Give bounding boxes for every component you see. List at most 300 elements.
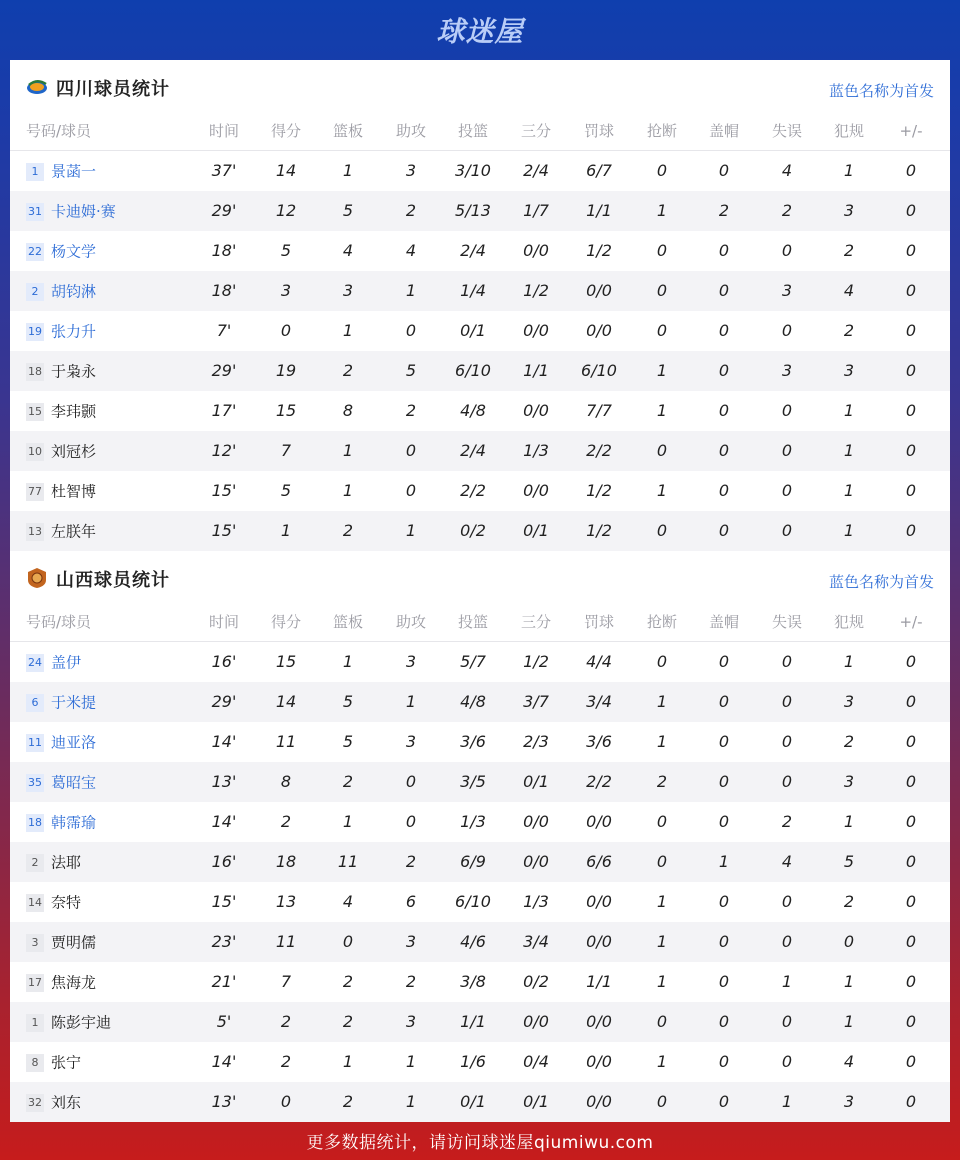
- sichuan-team-logo-icon: [26, 76, 48, 98]
- stat-minutes: 14': [211, 812, 237, 831]
- stat-blocks: 0: [718, 361, 730, 380]
- stat-fouls: 3: [843, 361, 855, 380]
- stat-minutes: 37': [211, 161, 237, 180]
- stat-steals: 1: [656, 972, 668, 991]
- player-cell: [26, 682, 196, 722]
- stat-blocks: 0: [718, 932, 730, 951]
- stat-fouls: 1: [843, 481, 855, 500]
- stat-blocks: 0: [718, 812, 730, 831]
- player-row[interactable]: [10, 471, 950, 511]
- stat-blocks: 1: [718, 852, 730, 871]
- stat-rebounds: 11: [337, 852, 359, 871]
- player-name-link[interactable]: 于米提: [51, 693, 97, 712]
- jersey-number-badge: 13: [26, 523, 44, 541]
- stat-points: 3: [280, 281, 292, 300]
- stat-field-goals: 2/4: [460, 241, 486, 260]
- stat-plus-minus: 0: [905, 241, 917, 260]
- player-name-link[interactable]: 左朕年: [51, 522, 97, 541]
- player-name-link[interactable]: 胡钧淋: [51, 282, 97, 301]
- stat-assists: 3: [405, 161, 417, 180]
- stat-free-throws: 3/4: [586, 692, 612, 711]
- player-name-link[interactable]: 韩霈瑜: [51, 813, 97, 832]
- stat-assists: 3: [405, 932, 417, 951]
- stat-points: 2: [280, 1052, 292, 1071]
- stat-turnovers: 0: [781, 692, 793, 711]
- stat-field-goals: 1/1: [460, 1012, 486, 1031]
- stat-plus-minus: 0: [905, 732, 917, 751]
- stat-fouls: 2: [843, 892, 855, 911]
- stat-minutes: 13': [211, 1092, 237, 1111]
- stat-free-throws: 0/0: [586, 892, 612, 911]
- column-header-turnovers: 失误: [771, 613, 802, 631]
- stat-field-goals: 1/4: [460, 281, 486, 300]
- stat-blocks: 0: [718, 652, 730, 671]
- player-cell: [26, 882, 196, 922]
- team-title: 四川球员统计: [56, 79, 170, 100]
- stat-turnovers: 0: [781, 732, 793, 751]
- player-name-link[interactable]: 陈彭宇迪: [51, 1013, 112, 1032]
- stat-rebounds: 2: [342, 361, 354, 380]
- stat-minutes: 7': [216, 321, 232, 340]
- stat-assists: 1: [405, 692, 417, 711]
- stat-blocks: 0: [718, 241, 730, 260]
- stat-field-goals: 3/10: [455, 161, 491, 180]
- stat-turnovers: 4: [781, 161, 793, 180]
- player-cell: [26, 1002, 196, 1042]
- stat-steals: 1: [656, 401, 668, 420]
- stat-blocks: 0: [718, 521, 730, 540]
- player-row[interactable]: [10, 802, 950, 842]
- section-header: [10, 60, 950, 118]
- stat-turnovers: 1: [781, 1092, 793, 1111]
- stat-free-throws: 1/2: [586, 481, 612, 500]
- stat-blocks: 0: [718, 1052, 730, 1071]
- stat-rebounds: 2: [342, 1012, 354, 1031]
- stat-steals: 1: [656, 892, 668, 911]
- footer-link-text[interactable]: 更多数据统计，请访问球迷屋qiumiwu.com: [306, 1133, 654, 1153]
- stat-three-pointers: 0/0: [523, 481, 549, 500]
- stat-turnovers: 0: [781, 892, 793, 911]
- stat-three-pointers: 0/0: [523, 401, 549, 420]
- stat-field-goals: 2/2: [460, 481, 486, 500]
- stat-three-pointers: 3/7: [523, 692, 549, 711]
- stat-free-throws: 0/0: [586, 1012, 612, 1031]
- player-row[interactable]: [10, 231, 950, 271]
- stat-minutes: 16': [211, 652, 237, 671]
- column-header-rebounds: 篮板: [332, 122, 363, 140]
- stat-three-pointers: 0/1: [523, 521, 549, 540]
- stat-free-throws: 2/2: [586, 772, 612, 791]
- stat-blocks: 0: [718, 401, 730, 420]
- stat-fouls: 1: [843, 1012, 855, 1031]
- player-cell: [26, 351, 196, 391]
- player-cell: [26, 1042, 196, 1082]
- player-cell: [26, 842, 196, 882]
- player-name-link[interactable]: 贾明儒: [51, 933, 97, 952]
- stat-minutes: 18': [211, 241, 237, 260]
- player-cell: [26, 391, 196, 431]
- player-row[interactable]: [10, 922, 950, 962]
- stat-plus-minus: 0: [905, 932, 917, 951]
- stat-points: 14: [275, 692, 297, 711]
- player-cell: [26, 962, 196, 1002]
- player-name-link[interactable]: 盖伊: [51, 653, 82, 672]
- stat-free-throws: 6/6: [586, 852, 612, 871]
- player-row[interactable]: [10, 271, 950, 311]
- player-name-link[interactable]: 焦海龙: [51, 973, 97, 992]
- stat-three-pointers: 0/4: [523, 1052, 549, 1071]
- stat-plus-minus: 0: [905, 441, 917, 460]
- stat-three-pointers: 1/1: [523, 361, 549, 380]
- jersey-number-badge: 24: [26, 654, 44, 672]
- column-header-points: 得分: [270, 613, 301, 631]
- stat-turnovers: 0: [781, 521, 793, 540]
- stat-steals: 0: [656, 521, 668, 540]
- jersey-number-badge: 3: [26, 934, 44, 952]
- stat-rebounds: 4: [342, 241, 354, 260]
- stat-assists: 1: [405, 281, 417, 300]
- stat-assists: 0: [405, 481, 417, 500]
- starter-legend-note: 蓝色名称为首发: [828, 573, 934, 591]
- stat-turnovers: 0: [781, 652, 793, 671]
- column-header-minutes: 时间: [208, 613, 239, 631]
- jersey-number-badge: 77: [26, 483, 44, 501]
- stat-rebounds: 2: [342, 772, 354, 791]
- stat-assists: 1: [405, 1052, 417, 1071]
- stat-fouls: 2: [843, 732, 855, 751]
- player-row[interactable]: [10, 511, 950, 551]
- stat-steals: 1: [656, 932, 668, 951]
- stat-three-pointers: 1/7: [523, 201, 549, 220]
- player-row[interactable]: [10, 191, 950, 231]
- player-row[interactable]: [10, 642, 950, 682]
- stat-assists: 1: [405, 521, 417, 540]
- stat-rebounds: 1: [342, 652, 354, 671]
- player-cell: [26, 922, 196, 962]
- stat-blocks: 0: [718, 1012, 730, 1031]
- stat-free-throws: 2/2: [586, 441, 612, 460]
- stat-free-throws: 6/7: [586, 161, 612, 180]
- stat-plus-minus: 0: [905, 401, 917, 420]
- stat-rebounds: 2: [342, 1092, 354, 1111]
- stat-three-pointers: 2/4: [523, 161, 549, 180]
- stat-rebounds: 1: [342, 321, 354, 340]
- stat-field-goals: 6/10: [455, 361, 491, 380]
- jersey-number-badge: 14: [26, 894, 44, 912]
- player-row[interactable]: [10, 431, 950, 471]
- player-row[interactable]: [10, 351, 950, 391]
- stat-three-pointers: 1/3: [523, 441, 549, 460]
- player-row[interactable]: [10, 1042, 950, 1082]
- stat-free-throws: 1/2: [586, 241, 612, 260]
- stats-table: [10, 118, 950, 551]
- player-row[interactable]: [10, 151, 950, 191]
- stat-fouls: 4: [843, 1052, 855, 1071]
- stat-steals: 1: [656, 481, 668, 500]
- stat-plus-minus: 0: [905, 281, 917, 300]
- stat-steals: 0: [656, 852, 668, 871]
- stat-plus-minus: 0: [905, 161, 917, 180]
- stat-turnovers: 0: [781, 772, 793, 791]
- team-section-shanxi: [10, 551, 950, 1122]
- stat-points: 12: [275, 201, 297, 220]
- player-cell: [26, 151, 196, 191]
- player-name-link[interactable]: 景菡一: [51, 162, 97, 181]
- player-name-link[interactable]: 杜智博: [51, 482, 97, 501]
- stat-points: 11: [275, 732, 297, 751]
- stat-minutes: 29': [211, 692, 237, 711]
- stat-blocks: 2: [718, 201, 730, 220]
- stat-free-throws: 0/0: [586, 1092, 612, 1111]
- stat-assists: 1: [405, 1092, 417, 1111]
- player-cell: [26, 431, 196, 471]
- stat-fouls: 1: [843, 812, 855, 831]
- stat-assists: 4: [405, 241, 417, 260]
- stat-plus-minus: 0: [905, 692, 917, 711]
- stat-points: 5: [280, 241, 292, 260]
- stat-turnovers: 0: [781, 1052, 793, 1071]
- stat-fouls: 3: [843, 772, 855, 791]
- stat-plus-minus: 0: [905, 812, 917, 831]
- column-header-free-throws: 罚球: [583, 122, 614, 140]
- stat-minutes: 18': [211, 281, 237, 300]
- stat-rebounds: 0: [342, 932, 354, 951]
- stat-minutes: 12': [211, 441, 237, 460]
- stat-blocks: 0: [718, 972, 730, 991]
- player-row[interactable]: [10, 1082, 950, 1122]
- stat-field-goals: 5/7: [460, 652, 486, 671]
- player-name-link[interactable]: 刘冠杉: [51, 442, 97, 461]
- stat-rebounds: 1: [342, 161, 354, 180]
- stat-turnovers: 2: [781, 812, 793, 831]
- stat-assists: 2: [405, 201, 417, 220]
- stat-points: 18: [275, 852, 297, 871]
- stat-three-pointers: 1/2: [523, 652, 549, 671]
- stat-steals: 1: [656, 1052, 668, 1071]
- stat-rebounds: 5: [342, 692, 354, 711]
- stat-rebounds: 1: [342, 1052, 354, 1071]
- stat-rebounds: 1: [342, 812, 354, 831]
- stat-steals: 2: [656, 772, 668, 791]
- stat-plus-minus: 0: [905, 972, 917, 991]
- player-name-link[interactable]: 李玮颢: [51, 402, 97, 421]
- stat-assists: 3: [405, 1012, 417, 1031]
- stat-three-pointers: 2/3: [523, 732, 549, 751]
- player-cell: [26, 231, 196, 271]
- stat-free-throws: 0/0: [586, 932, 612, 951]
- player-cell: [26, 191, 196, 231]
- stat-blocks: 0: [718, 441, 730, 460]
- stat-free-throws: 6/10: [581, 361, 617, 380]
- stat-three-pointers: 0/0: [523, 321, 549, 340]
- stat-three-pointers: 0/1: [523, 1092, 549, 1111]
- stat-points: 7: [280, 441, 292, 460]
- stat-steals: 1: [656, 692, 668, 711]
- player-name-link[interactable]: 于枭永: [51, 362, 97, 381]
- stat-minutes: 14': [211, 732, 237, 751]
- stat-plus-minus: 0: [905, 652, 917, 671]
- player-cell: [26, 311, 196, 351]
- stat-free-throws: 3/6: [586, 732, 612, 751]
- stat-points: 2: [280, 812, 292, 831]
- stat-three-pointers: 0/0: [523, 812, 549, 831]
- stat-fouls: 1: [843, 401, 855, 420]
- stat-plus-minus: 0: [905, 361, 917, 380]
- stat-fouls: 1: [843, 521, 855, 540]
- column-header-turnovers: 失误: [771, 122, 802, 140]
- stat-three-pointers: 0/1: [523, 772, 549, 791]
- stat-assists: 5: [405, 361, 417, 380]
- section-header: [10, 551, 950, 609]
- stat-minutes: 15': [211, 521, 237, 540]
- jersey-number-badge: 1: [26, 1014, 44, 1032]
- stat-field-goals: 6/10: [455, 892, 491, 911]
- stat-minutes: 29': [211, 201, 237, 220]
- stat-turnovers: 0: [781, 932, 793, 951]
- column-header-assists: 助攻: [395, 613, 426, 631]
- stat-rebounds: 1: [342, 481, 354, 500]
- stat-three-pointers: 1/3: [523, 892, 549, 911]
- jersey-number-badge: 2: [26, 283, 44, 301]
- player-name-link[interactable]: 法耶: [51, 853, 82, 872]
- column-header-minutes: 时间: [208, 122, 239, 140]
- stat-steals: 1: [656, 732, 668, 751]
- stat-steals: 0: [656, 241, 668, 260]
- stat-assists: 2: [405, 401, 417, 420]
- stat-field-goals: 1/3: [460, 812, 486, 831]
- player-name-link[interactable]: 奈特: [51, 893, 82, 912]
- stat-rebounds: 2: [342, 972, 354, 991]
- stat-assists: 0: [405, 772, 417, 791]
- column-header-blocks: 盖帽: [708, 122, 739, 140]
- stat-free-throws: 4/4: [586, 652, 612, 671]
- stat-field-goals: 0/1: [460, 321, 486, 340]
- stat-fouls: 3: [843, 692, 855, 711]
- column-header-player: 号码/球员: [26, 613, 92, 631]
- stat-three-pointers: 0/2: [523, 972, 549, 991]
- stat-turnovers: 0: [781, 241, 793, 260]
- stat-points: 8: [280, 772, 292, 791]
- stat-plus-minus: 0: [905, 852, 917, 871]
- stat-fouls: 1: [843, 161, 855, 180]
- stat-points: 15: [275, 401, 297, 420]
- stat-fouls: 0: [843, 932, 855, 951]
- jersey-number-badge: 15: [26, 403, 44, 421]
- player-name-link[interactable]: 卡迪姆·赛: [51, 202, 116, 221]
- stat-field-goals: 1/6: [460, 1052, 486, 1071]
- stat-minutes: 17': [211, 401, 237, 420]
- stat-rebounds: 2: [342, 521, 354, 540]
- jersey-number-badge: 35: [26, 774, 44, 792]
- stat-three-pointers: 0/0: [523, 241, 549, 260]
- player-row[interactable]: [10, 962, 950, 1002]
- player-row[interactable]: [10, 682, 950, 722]
- stat-steals: 0: [656, 161, 668, 180]
- stat-field-goals: 3/6: [460, 732, 486, 751]
- stat-free-throws: 1/1: [586, 201, 612, 220]
- stat-rebounds: 4: [342, 892, 354, 911]
- stat-field-goals: 0/2: [460, 521, 486, 540]
- player-name-link[interactable]: 迪亚洛: [51, 733, 97, 752]
- column-header-blocks: 盖帽: [708, 613, 739, 631]
- player-row[interactable]: [10, 882, 950, 922]
- stat-turnovers: 0: [781, 441, 793, 460]
- stat-assists: 6: [405, 892, 417, 911]
- stat-plus-minus: 0: [905, 201, 917, 220]
- stat-points: 1: [280, 521, 292, 540]
- stat-blocks: 0: [718, 1092, 730, 1111]
- starter-legend-note: 蓝色名称为首发: [828, 82, 934, 100]
- stat-minutes: 15': [211, 892, 237, 911]
- stats-card: [10, 60, 950, 1120]
- stat-free-throws: 1/1: [586, 972, 612, 991]
- column-header-steals: 抢断: [646, 122, 677, 140]
- stat-points: 2: [280, 1012, 292, 1031]
- player-name-link[interactable]: 张力升: [51, 322, 97, 341]
- stat-blocks: 0: [718, 692, 730, 711]
- player-row[interactable]: [10, 1002, 950, 1042]
- column-header-fouls: 犯规: [833, 613, 864, 631]
- column-header-points: 得分: [270, 122, 301, 140]
- player-row[interactable]: [10, 311, 950, 351]
- stat-plus-minus: 0: [905, 772, 917, 791]
- stat-field-goals: 4/6: [460, 932, 486, 951]
- jersey-number-badge: 18: [26, 814, 44, 832]
- jersey-number-badge: 32: [26, 1094, 44, 1112]
- stat-free-throws: 0/0: [586, 281, 612, 300]
- player-row[interactable]: [10, 391, 950, 431]
- stat-plus-minus: 0: [905, 1012, 917, 1031]
- team-title: 山西球员统计: [56, 570, 170, 591]
- stat-points: 14: [275, 161, 297, 180]
- stat-turnovers: 2: [781, 201, 793, 220]
- jersey-number-badge: 18: [26, 363, 44, 381]
- column-header-three-pointers: 三分: [520, 613, 551, 631]
- brand-logo: 球迷屋: [436, 15, 524, 48]
- stat-free-throws: 7/7: [586, 401, 612, 420]
- player-row[interactable]: [10, 842, 950, 882]
- stat-steals: 0: [656, 321, 668, 340]
- player-name-link[interactable]: 刘东: [51, 1093, 82, 1112]
- stat-field-goals: 0/1: [460, 1092, 486, 1111]
- player-name-link[interactable]: 杨文学: [51, 242, 97, 261]
- stat-blocks: 0: [718, 481, 730, 500]
- jersey-number-badge: 1: [26, 163, 44, 181]
- stat-blocks: 0: [718, 281, 730, 300]
- player-name-link[interactable]: 葛昭宝: [51, 773, 97, 792]
- stat-minutes: 15': [211, 481, 237, 500]
- stat-free-throws: 1/2: [586, 521, 612, 540]
- stat-rebounds: 5: [342, 732, 354, 751]
- player-row[interactable]: [10, 722, 950, 762]
- stat-points: 15: [275, 652, 297, 671]
- stat-fouls: 3: [843, 1092, 855, 1111]
- stat-plus-minus: 0: [905, 521, 917, 540]
- jersey-number-badge: 6: [26, 694, 44, 712]
- stat-field-goals: 2/4: [460, 441, 486, 460]
- table-header-row: [10, 609, 950, 642]
- player-row[interactable]: [10, 762, 950, 802]
- stat-three-pointers: 3/4: [523, 932, 549, 951]
- jersey-number-badge: 11: [26, 734, 44, 752]
- stat-fouls: 1: [843, 972, 855, 991]
- stat-points: 19: [275, 361, 297, 380]
- stat-plus-minus: 0: [905, 892, 917, 911]
- stat-field-goals: 6/9: [460, 852, 486, 871]
- jersey-number-badge: 19: [26, 323, 44, 341]
- stat-assists: 0: [405, 812, 417, 831]
- player-name-link[interactable]: 张宁: [51, 1053, 82, 1072]
